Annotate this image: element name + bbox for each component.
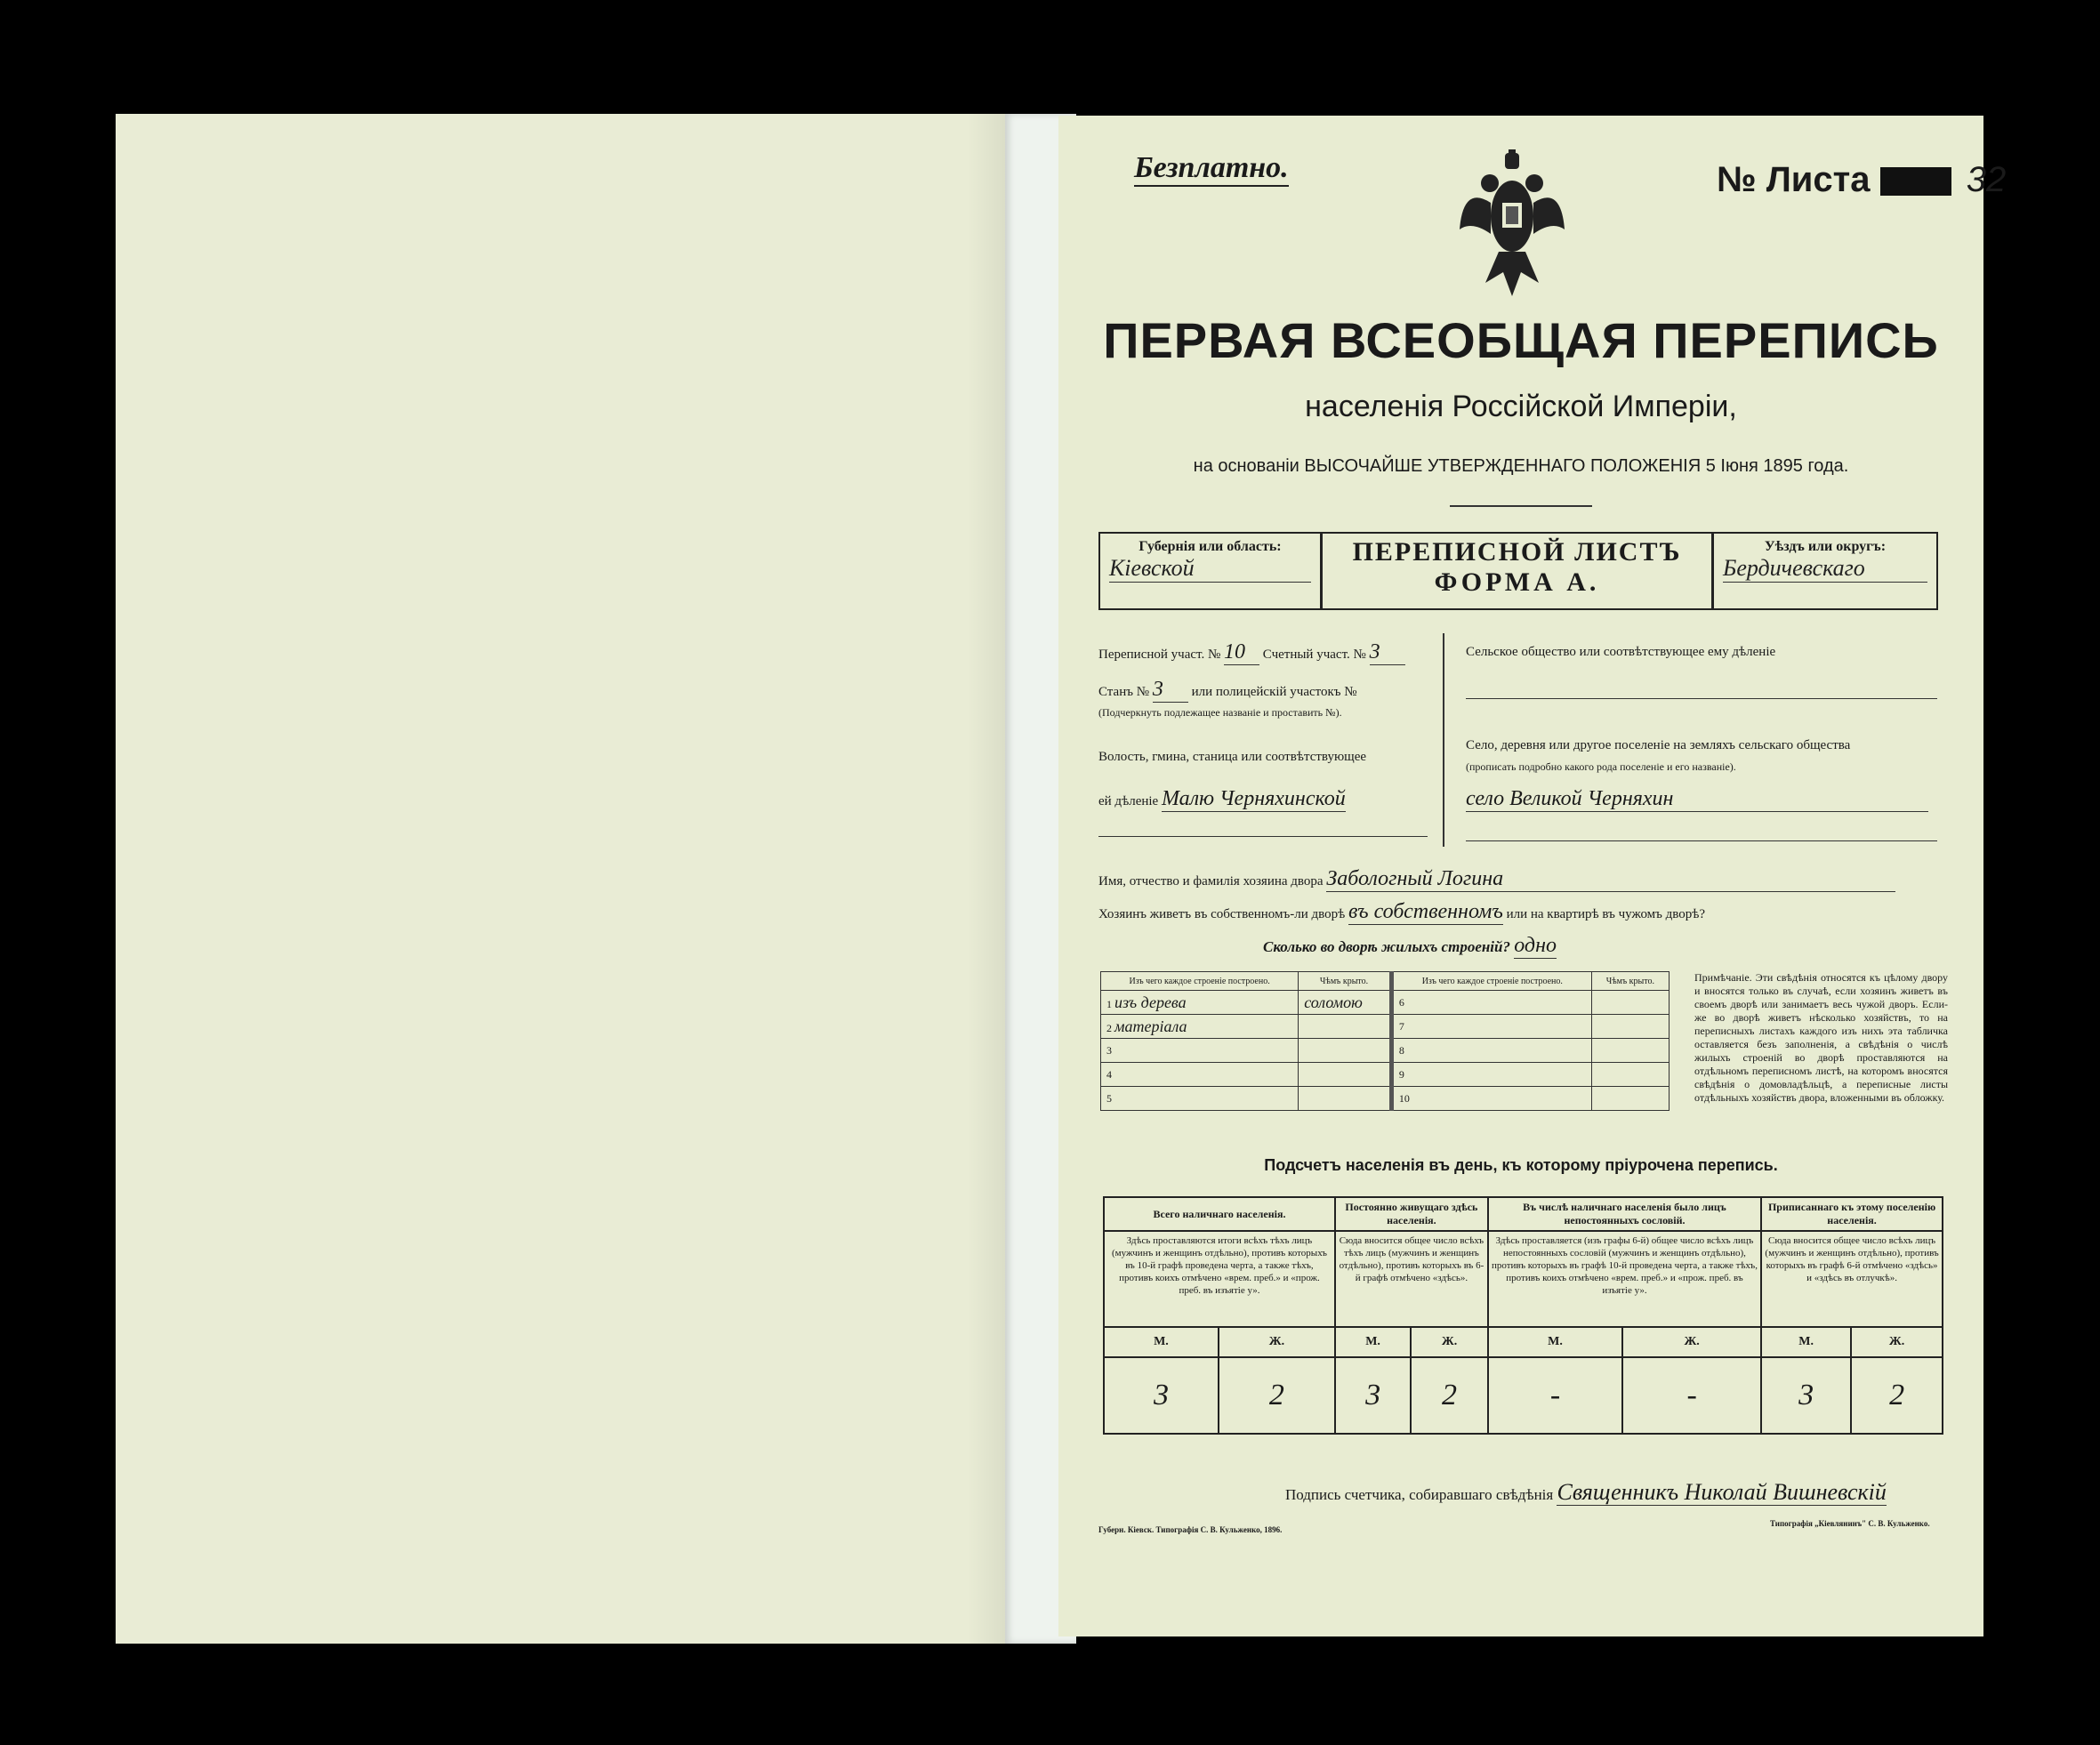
building-roof [1299, 1063, 1392, 1087]
lives-label: Хозяинъ живетъ въ собственномъ-ли дворѣ [1098, 907, 1346, 921]
sheet-number-value: 32 [1966, 160, 2007, 199]
building-what: 1 изъ дерева [1101, 991, 1299, 1015]
buildings-head-what: Изъ чего каждое строеніе построено. [1101, 972, 1299, 991]
volost-line [1098, 836, 1428, 837]
building-what: 3 [1101, 1039, 1299, 1063]
count-value: 2 [1411, 1357, 1488, 1434]
volost-row [1098, 787, 1346, 812]
count-value: - [1488, 1357, 1622, 1434]
form-type-title: ПЕРЕПИСНОЙ ЛИСТЪ [1352, 537, 1682, 567]
uezd-label: Уѣздъ или округъ: [1764, 539, 1887, 554]
left-page [116, 114, 1041, 1644]
sex-label: М. [1104, 1327, 1219, 1357]
buildings-label: Сколько во дворѣ жилыхъ строеній? [1263, 938, 1510, 955]
building-roof [1299, 1015, 1392, 1039]
census-desc-nonpermanent: Здѣсь проставляется (изъ графы 6-й) общее число всѣхъ лицъ непостоянныхъ сословій (мужчинъ и женщинъ отдѣльно), противъ которыхъ въ графѣ 10-й проведена черта, а также тѣхъ, противъ коихъ отмѣчено «врем. преб.» и «прож. преб. въ изъятіе у». [1488, 1231, 1761, 1327]
count-value: 2 [1219, 1357, 1335, 1434]
building-number: 10 [1391, 1087, 1591, 1111]
perepis-uch-value: 10 [1224, 640, 1259, 665]
sex-label: М. [1335, 1327, 1411, 1357]
building-number: 6 [1391, 991, 1591, 1015]
building-roof: соломою [1299, 991, 1392, 1015]
owner-value: Забологный Логина [1326, 867, 1895, 892]
buildings-table [1100, 971, 1670, 1111]
sex-label: М. [1488, 1327, 1622, 1357]
buildings-row [1263, 934, 1557, 959]
count-value: 3 [1104, 1357, 1219, 1434]
building-number: 7 [1391, 1015, 1591, 1039]
building-what: 5 [1101, 1087, 1299, 1111]
gubernia-cell [1100, 534, 1323, 608]
selo-note: (прописать подробно какого рода поселеніе и его названіе). [1466, 760, 1736, 773]
volost-value: Малю Черняхинской [1161, 787, 1346, 810]
selo-value: село Великой Черняхин [1466, 787, 1928, 812]
selo-row [1466, 787, 1937, 812]
lives-rest: или на квартирѣ въ чужомъ дворѣ? [1506, 907, 1706, 921]
building-roof-empty [1591, 991, 1669, 1015]
building-number: 8 [1391, 1039, 1591, 1063]
stan-note: (Подчеркнуть подлежащее названіе и проставить №). [1098, 706, 1342, 719]
building-roof-empty [1591, 1063, 1669, 1087]
uezd-cell [1714, 534, 1936, 608]
table-row [1101, 1087, 1670, 1111]
lives-value: въ собственномъ [1348, 900, 1503, 923]
count-value: 2 [1851, 1357, 1943, 1434]
signature-value: Священникъ Николай Вишневскій [1557, 1479, 1887, 1505]
ornament-divider [1450, 505, 1592, 507]
census-head-nonpermanent: Въ числѣ наличнаго населенія было лицъ непостоянныхъ сословій. [1488, 1197, 1761, 1231]
gubernia-label: Губернія или область: [1139, 539, 1282, 554]
sex-label: М. [1761, 1327, 1851, 1357]
selsk-line [1466, 698, 1937, 699]
census-count-table [1103, 1196, 1943, 1435]
building-roof-empty [1591, 1015, 1669, 1039]
table-row [1101, 1015, 1670, 1039]
buildings-head-roof: Чѣмъ крыто. [1299, 972, 1392, 991]
building-roof-empty [1591, 1039, 1669, 1063]
census-head-total: Всего наличнаго населенія. [1104, 1197, 1335, 1231]
legal-basis: на основаніи ВЫСОЧАЙШЕ УТВЕРЖДЕННАГО ПОЛОЖЕНІЯ 5 Іюня 1895 года. [1193, 456, 1849, 476]
redaction-mark [1880, 167, 1951, 196]
census-count-title: Подсчетъ населенія въ день, къ которому пріурочена перепись. [1264, 1156, 1778, 1174]
district-row [1098, 640, 1405, 665]
count-value: - [1622, 1357, 1761, 1434]
buildings-note: Примѣчаніе. Эти свѣдѣнія относятся къ цѣлому двору и вносятся только въ случаѣ, если хозяинъ живетъ въ своемъ дворѣ или занимаетъ весь чужой дворъ. Если-же во дворѣ живетъ нѣсколько хозяйствъ, то на переписныхъ листахъ каждого изъ нихъ эта табличка оставляется безъ заполненія, а свѣдѣнія о числѣ жилыхъ строеній во дворѣ проставляются на отдѣльномъ переписномъ листѣ, на которомъ вносятся свѣдѣнія о домовладѣльцѣ, а переписные листы отдѣльныхъ хозяйствъ двора, вложенными въ обложку. [1694, 971, 1948, 1104]
selo-label: Село, деревня или другое поселеніе на земляхъ сельскаго общества [1466, 738, 1851, 752]
volost-label: Волость, гмина, станица или соотвѣтствующее [1098, 750, 1367, 764]
form-header-box [1098, 532, 1938, 610]
form-type-cell [1323, 534, 1714, 608]
table-row [1101, 1063, 1670, 1087]
signature-label: Подпись счетчика, собиравшаго свѣдѣнія [1285, 1486, 1554, 1503]
sex-label: Ж. [1622, 1327, 1761, 1357]
form-subtitle: населенія Россійской Имперіи, [1305, 390, 1737, 423]
volost-label-2: ей дѣленіе [1098, 794, 1159, 808]
perepis-uch-label: Переписной участ. № [1098, 647, 1221, 662]
building-roof-empty [1591, 1087, 1669, 1111]
selo-line [1466, 840, 1937, 841]
schet-uch-value: 3 [1370, 640, 1405, 665]
stan-row [1098, 678, 1357, 703]
stan-label: Станъ № [1098, 685, 1150, 699]
building-what: 4 [1101, 1063, 1299, 1087]
free-label: Безплатно. [1134, 151, 1289, 187]
table-row [1101, 991, 1670, 1015]
buildings-head-roof-2: Чѣмъ крыто. [1591, 972, 1669, 991]
uezd-value: Бердичевскаго [1723, 555, 1927, 583]
column-divider [1443, 633, 1444, 847]
double-headed-eagle-emblem [1454, 149, 1570, 301]
count-value: 3 [1761, 1357, 1851, 1434]
building-number: 9 [1391, 1063, 1591, 1087]
building-what: 2 матеріала [1101, 1015, 1299, 1039]
lives-row [1098, 900, 1939, 925]
sheet-number [1717, 160, 2006, 200]
buildings-value: одно [1514, 934, 1557, 957]
selsk-label: Сельское общество или соотвѣтствующее ему дѣленіе [1466, 645, 1776, 659]
census-head-registered: Приписаннаго къ этому поселенію населенія. [1761, 1197, 1943, 1231]
census-desc-total: Здѣсь проставляются итоги всѣхъ тѣхъ лицъ (мужчинъ и женщинъ отдѣльно), противъ которыхъ въ 10-й графѣ проведена черта, а также тѣхъ, противъ коихъ отмѣчено «врем. преб.» и «прож. преб. въ изъятіе у». [1104, 1231, 1335, 1327]
census-desc-permanent: Сюда вносится общее число всѣхъ тѣхъ лицъ (мужчинъ и женщинъ отдѣльно), противъ которыхъ въ 6-й графѣ отмѣчено «здѣсь». [1335, 1231, 1488, 1327]
sex-label: Ж. [1219, 1327, 1335, 1357]
owner-row [1098, 867, 1939, 892]
buildings-head-what-2: Изъ чего каждое строеніе построено. [1391, 972, 1591, 991]
owner-label: Имя, отчество и фамилія хозяина двора [1098, 874, 1324, 889]
printer-imprint-right: Типографія „Кіевлянинъ" С. В. Кульженко. [1770, 1519, 1930, 1528]
enumerator-signature-row [1285, 1479, 1887, 1506]
form-main-title: ПЕРВАЯ ВСЕОБЩАЯ ПЕРЕПИСЬ [1103, 312, 1939, 368]
table-row [1101, 1039, 1670, 1063]
building-roof [1299, 1039, 1392, 1063]
building-roof [1299, 1087, 1392, 1111]
count-value: 3 [1335, 1357, 1411, 1434]
sex-label: Ж. [1851, 1327, 1943, 1357]
gubernia-value: Кіевской [1109, 555, 1311, 583]
sheet-number-label: № Листа [1717, 160, 1871, 199]
sex-label: Ж. [1411, 1327, 1488, 1357]
schet-uch-label: Счетный участ. № [1262, 647, 1366, 662]
printer-imprint-left: Губерн. Кіевск. Типографія С. В. Кульженко, 1896. [1098, 1525, 1283, 1534]
stan-rest: или полицейскій участокъ № [1191, 685, 1357, 699]
census-desc-registered: Сюда вносится общее число всѣхъ лицъ (мужчинъ и женщинъ отдѣльно), противъ которыхъ въ графѣ 6-й отмѣчено «здѣсь» и «здѣсь въ отлучкѣ». [1761, 1231, 1943, 1327]
census-head-permanent: Постоянно живущаго здѣсь населенія. [1335, 1197, 1488, 1231]
stan-value: 3 [1153, 678, 1188, 703]
form-type-sub: ФОРМА А. [1434, 567, 1600, 597]
